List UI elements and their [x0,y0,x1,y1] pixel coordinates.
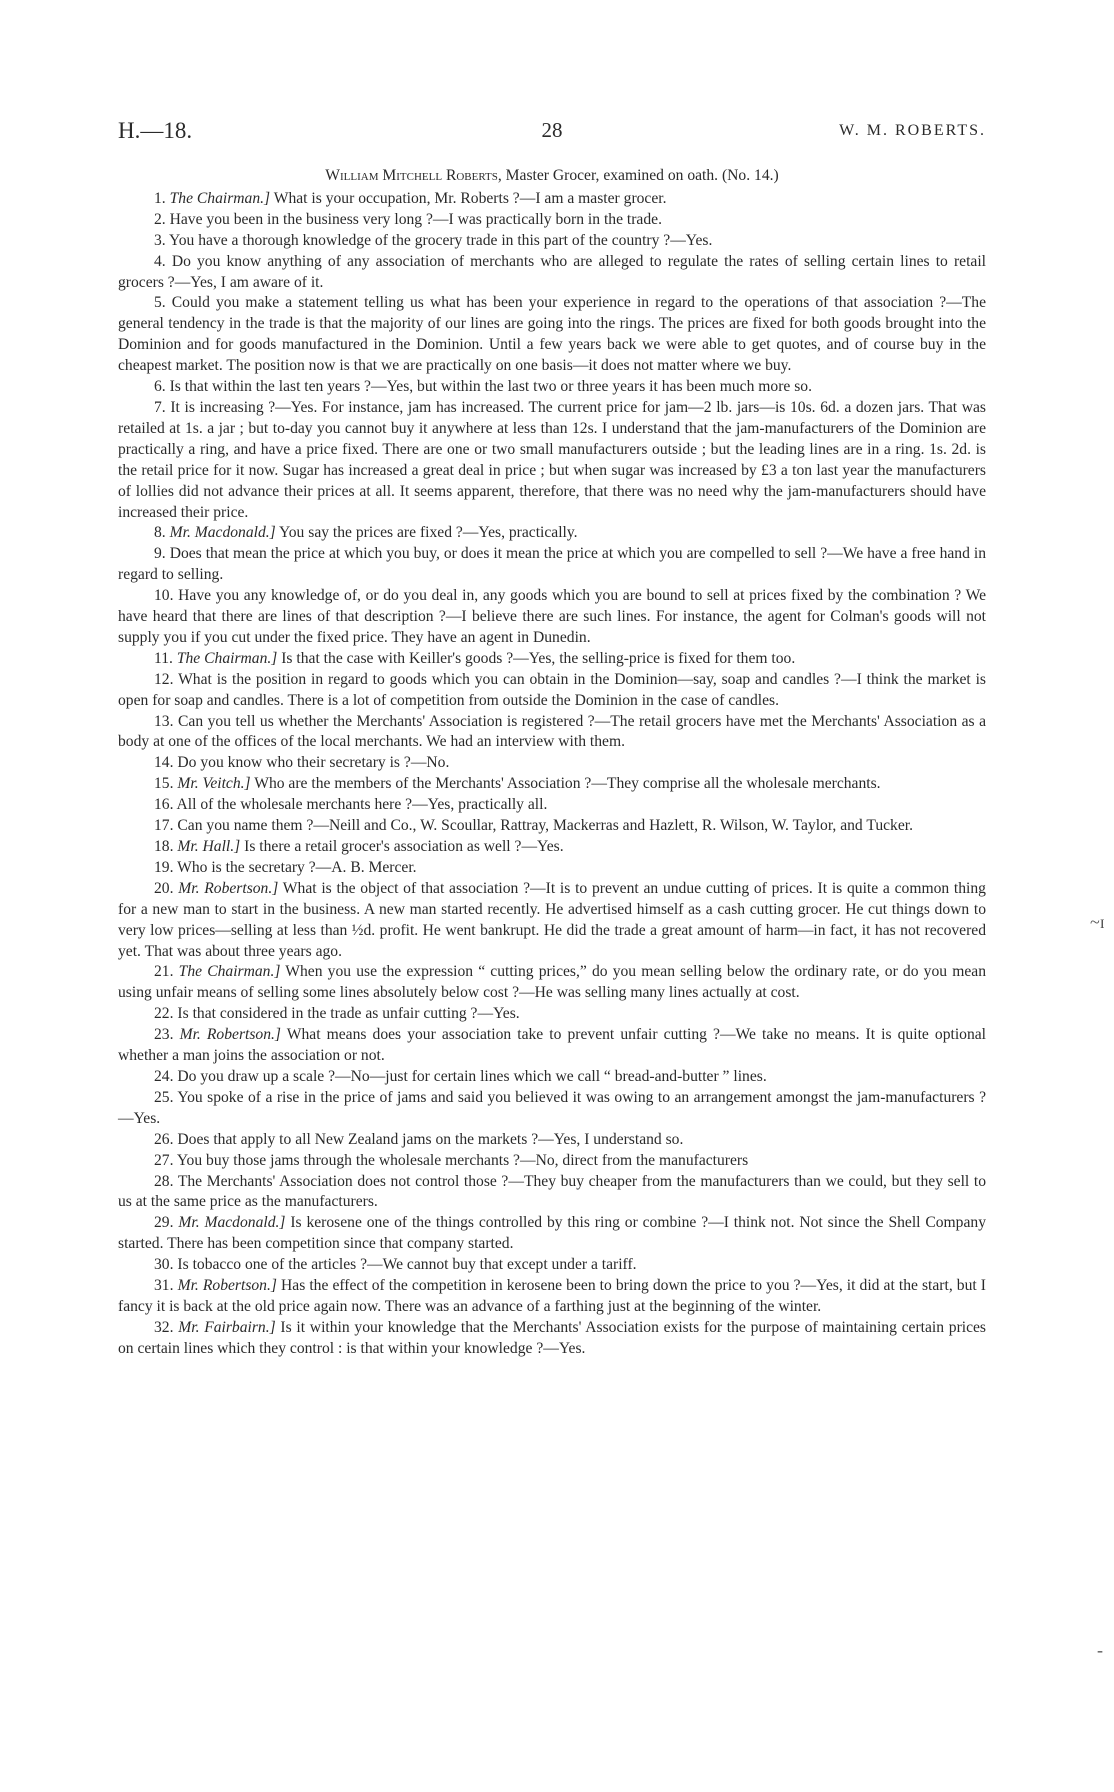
margin-mark: - [1097,1640,1103,1660]
question-text: Is there a retail grocer's association as well ?—Yes. [240,838,564,855]
question-number: 22. [154,1005,174,1023]
question-paragraph [118,1151,986,1172]
question-number: 16. [154,796,174,814]
speaker-name: Mr. Macdonald.] [178,1214,286,1232]
question-paragraph [118,293,986,377]
question-number: 10. [154,587,174,605]
question-paragraph [118,523,986,544]
question-paragraph [118,544,986,586]
question-paragraph [118,670,986,712]
question-number: 6. [154,378,166,396]
question-text: Do you know who their secretary is ?—No. [177,754,450,772]
question-paragraph [118,398,986,523]
question-number: 12. [154,670,174,688]
question-number: 1. [154,189,166,207]
question-paragraph [118,712,986,754]
speaker-name: Mr. Veitch.] [177,775,251,793]
speaker-name: Mr. Macdonald.] [169,524,276,542]
question-paragraph [118,1025,986,1067]
question-text: It is increasing ?—Yes. For instance, jam has increased. The current price for jam—2 lb. jars—is 10s. 6d. a dozen jars. That was retailed at 1s. a jar ; but to-day you cannot buy it anywhere at less than 12s. I understand that the jam-manufacturers of the Dominion are practically a ring, and have a price fixed. There are one or two small manufacturers outside ; but the leading lines are in a ring. 1s. 2d. is the retail price for it now. Sugar has increased a great deal in price ; but when sugar was increased by £3 a ton last year the manufacturers of lollies did not advance their prices at all. It seems apparent, therefore, that there was no need why the jam-manufacturers should have increased their price. [118,398,986,521]
question-paragraph [118,377,986,398]
question-number: 18. [154,838,174,855]
question-number: 17. [154,817,174,835]
question-paragraph [118,1276,986,1318]
question-text: What is the position in regard to goods which you can obtain in the Dominion—say, soap and candles ?—I think the market is open for soap and candles. There is a lot of competition from outside the Dominion in the case of candles. [118,670,987,709]
question-paragraph [118,1172,986,1214]
speaker-name: Mr. Fairbairn.] [178,1318,276,1336]
speaker-name: The Chairman.] [169,189,271,207]
question-number: 24. [154,1067,174,1085]
question-paragraph [118,231,986,252]
question-paragraph [118,774,986,795]
speaker-name: Mr. Hall.] [177,838,241,855]
question-paragraph [118,753,986,774]
question-text: You spoke of a rise in the price of jams and said you believed it was owing to an arrangement amongst the jam-manufacturers ?—Yes. [118,1088,986,1127]
question-paragraph [118,795,986,816]
question-number: 30. [154,1256,174,1274]
witness-name: William Mitchell Roberts [325,167,498,184]
question-number: 2. [154,210,166,228]
question-number: 32. [154,1318,174,1336]
question-text: All of the wholesale merchants here ?—Yes, practically all. [176,796,548,814]
question-paragraph [118,1004,986,1025]
question-paragraph [118,586,986,649]
question-number: 15. [154,775,174,793]
page-header [118,118,986,148]
witness-title [118,166,986,187]
page-number: 28 [541,118,563,142]
question-text: What means does your association take to prevent unfair cutting ?—We take no means. It is quite optional whether a man joins the association or not. [118,1026,987,1065]
question-number: 26. [154,1130,174,1148]
question-text: When you use the expression “ cutting prices,” do you mean selling below the ordinary rate, or do you mean using unfair means of selling some lines absolutely below cost ?—He was selling many lines actually at cost. [118,963,986,1002]
question-text: You buy those jams through the wholesale merchants ?—No, direct from the manufacturers [176,1151,749,1169]
witness-running-head: W. M. ROBERTS. [839,122,986,139]
question-text: Is kerosene one of the things controlled by this ring or combine ?—I think not. Not since the Shell Company started. There has been competition since that company started. [118,1214,986,1253]
question-paragraph [118,837,986,858]
question-number: 9. [154,545,166,563]
question-text: Does that apply to all New Zealand jams on the markets ?—Yes, I understand so. [177,1130,684,1148]
question-paragraph [118,210,986,231]
question-text: Who is the secretary ?—A. B. Mercer. [177,858,417,876]
speaker-name: Mr. Robertson.] [179,1026,281,1044]
question-text: Do you draw up a scale ?—No—just for certain lines which we call “ bread-and-butter ” lines. [177,1067,767,1085]
question-paragraph [118,1318,986,1360]
question-paragraph [118,252,986,294]
question-text: What is the object of that association ?—It is to prevent an undue cutting of prices. It is quite a common thing for a new man to start in the business. A new man started recently. He advertised himself as a cash cutting grocer. He cut things down to very low prices—selling at less than ½d. profit. He went bankrupt. He did the trade a great amount of harm—in fact, it has not recovered yet. That was about three years ago. [118,879,986,960]
question-paragraph [118,1067,986,1088]
question-list [118,189,986,1360]
question-number: 21. [154,963,174,981]
question-paragraph [118,816,986,837]
question-paragraph [118,1213,986,1255]
question-text: Who are the members of the Merchants' Association ?—They comprise all the wholesale merchants. [250,775,881,793]
document-reference: H.—18. [118,118,193,143]
speaker-name: Mr. Robertson.] [177,1277,277,1295]
question-paragraph [118,962,986,1004]
question-number: 7. [154,398,166,416]
question-number: 25. [154,1088,174,1106]
question-paragraph [118,858,986,879]
question-text: Can you tell us whether the Merchants' Association is registered ?—The retail grocers have met the Merchants' Association as a body at one of the offices of the local merchants. We had an interview with them. [118,712,987,751]
question-text: Is that considered in the trade as unfair cutting ?—Yes. [177,1005,520,1023]
question-text: Have you any knowledge of, or do you deal in, any goods which you are bound to sell at prices fixed by the combination ? We have heard that there are lines of that description ?—I believe there are such lines. For instance, the agent for Colman's goods will not supply you if you cut under the fixed price. They have an agent in Dunedin. [118,587,987,646]
question-text: You say the prices are fixed ?—Yes, practically. [275,524,578,542]
question-number: 14. [154,754,174,772]
question-number: 28. [154,1172,174,1190]
question-number: 19. [154,858,174,876]
question-text: Could you make a statement telling us what has been your experience in regard to the operations of that association ?—The general tendency in the trade is that the majority of our lines are going into the rings. The prices are fixed for both goods brought into the Dominion and for goods manufactured in the Dominion. Until a few years back we were able to get quotes, and of course buy in the cheapest market. The position now is that we are practically on one basis—it does not matter where we buy. [118,294,986,375]
question-text: Have you been in the business very long ?—I was practically born in the trade. [169,210,662,228]
question-paragraph [118,1255,986,1276]
speaker-name: The Chairman.] [178,963,281,981]
speaker-name: The Chairman.] [176,649,278,667]
question-paragraph [118,1088,986,1130]
question-paragraph [118,1130,986,1151]
question-text: You have a thorough knowledge of the grocery trade in this part of the country ?—Yes. [169,231,713,249]
question-paragraph [118,649,986,670]
question-number: 4. [154,252,166,270]
question-text: The Merchants' Association does not control those ?—They buy cheaper from the manufacturers than we could, but they sell to us at the same price as the manufacturers. [118,1172,986,1211]
question-paragraph [118,189,986,210]
question-paragraph [118,879,986,963]
question-number: 27. [154,1151,174,1169]
question-text: Is that the case with Keiller's goods ?—Yes, the selling-price is fixed for them too. [277,649,796,667]
question-number: 20. [154,879,174,897]
question-number: 3. [154,231,166,249]
question-number: 11. [154,649,173,667]
question-number: 13. [154,712,174,730]
question-text: Has the effect of the competition in kerosene been to bring down the price to you ?—Yes, it did at the start, but I fancy it is back at the old price again now. There was an advance of a farthing just at the beginning of the winter. [118,1277,986,1315]
witness-description: , Master Grocer, examined on oath. (No. 14.) [497,167,779,184]
question-text: Does that mean the price at which you buy, or does it mean the price at which you are compelled to sell ?—We have a free hand in regard to selling. [118,545,986,584]
speaker-name: Mr. Robertson.] [178,879,279,897]
question-number: 31. [154,1277,174,1295]
question-number: 8. [154,524,166,542]
question-text: Is tobacco one of the articles ?—We cannot buy that except under a tariff. [177,1256,637,1274]
question-text: Can you name them ?—Neill and Co., W. Scoullar, Rattray, Mackerras and Hazlett, R. Wilson, W. Taylor, and Tucker. [177,817,913,835]
question-text: Is it within your knowledge that the Merchants' Association exists for the purpose of maintaining certain prices on certain lines which they control : is that within your knowledge ?—Yes. [118,1318,987,1357]
margin-mark: ~ɪ [1090,912,1105,932]
question-text: What is your occupation, Mr. Roberts ?—I am a master grocer. [270,189,667,207]
question-text: Do you know anything of any association of merchants who are alleged to regulate the rates of selling certain lines to retail grocers ?—Yes, I am aware of it. [118,252,986,291]
question-number: 5. [154,294,166,312]
question-text: Is that within the last ten years ?—Yes, but within the last two or three years it has been much more so. [169,378,812,396]
question-number: 29. [154,1214,174,1232]
testimony-body [118,166,986,1360]
question-number: 23. [154,1026,174,1044]
